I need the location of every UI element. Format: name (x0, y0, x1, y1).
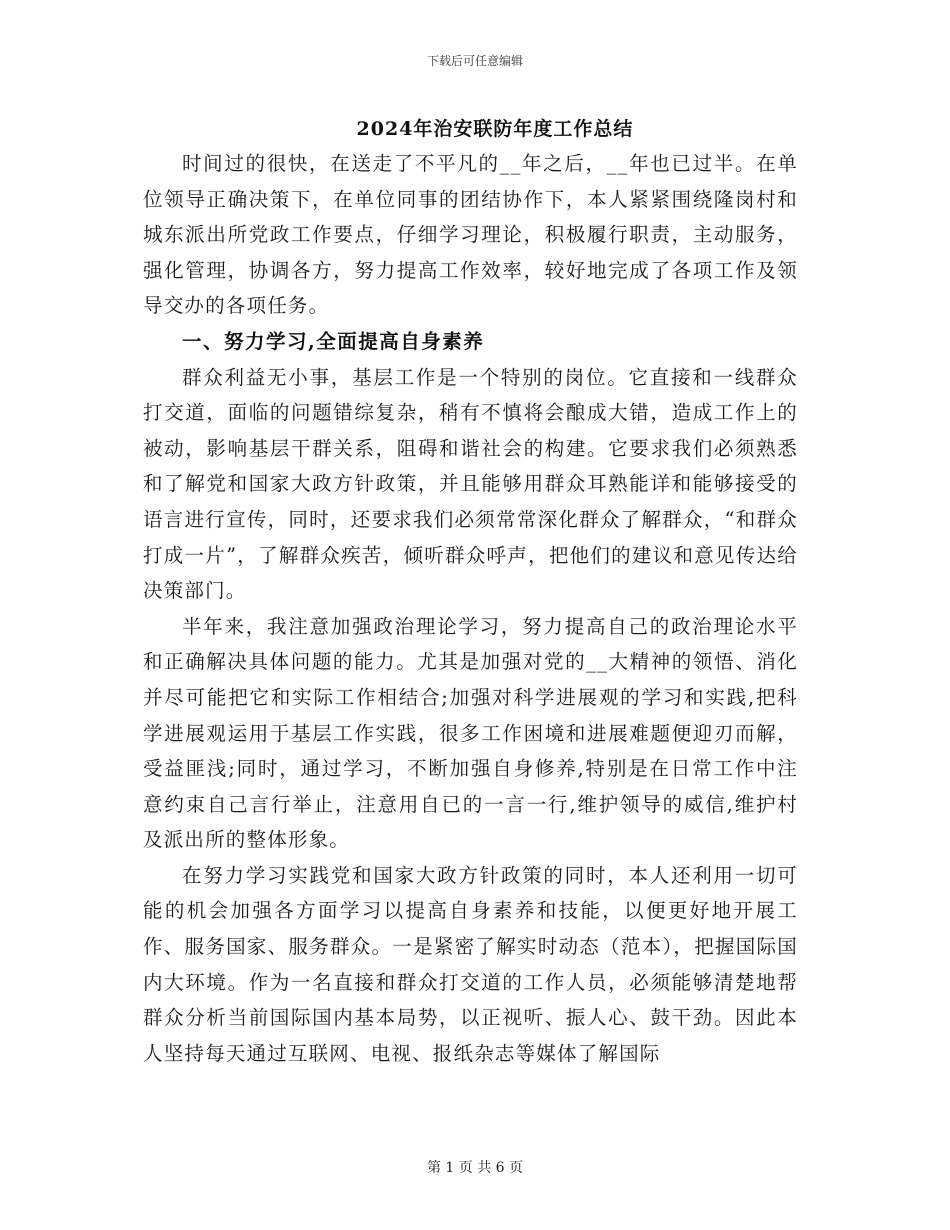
section-heading-1: 一、努力学习,全面提高自身素养 (182, 329, 485, 353)
paragraph-skills-study: 在努力学习实践党和国家大政方针政策的同时，本人还利用一切可能的机会加强各方面学习以提高自身素养和技能，以便更好地开展工作、服务国家、服务群众。一是紧密了解实时动态（范本），把握国际国内大环境。作为一名直接和群众打交道的工作人员，必须能够清楚地帮群众分析当前国际国内基本局势，以正视听、振人心、鼓干劲。因此本人坚持每天通过互联网、电视、报纸杂志等媒体了解国际 (143, 863, 798, 1065)
page-number-footer: 第 1 页 共 6 页 (426, 1160, 524, 1176)
paragraph-grassroots-work: 群众利益无小事，基层工作是一个特别的岗位。它直接和一线群众打交道，面临的问题错综复杂，稍有不慎将会酿成大错，造成工作上的被动，影响基层干群关系，阻碍和谐社会的构建。它要求我们必须熟悉和了解党和国家大政方针政策，并且能够用群众耳熟能详和能够接受的语言进行宣传，同时，还要求我们必须常常深化群众了解群众，“和群众打成一片”，了解群众疾苦，倾听群众呼声，把他们的建议和意见传达给决策部门。 (143, 365, 798, 603)
paragraph-intro: 时间过的很快，在送走了不平凡的__年之后，__年也已过半。在单位领导正确决策下，在单位同事的团结协作下，本人紧紧围绕隆岗村和城东派出所党政工作要点，仔细学习理论，积极履行职责，主动服务，强化管理，协调各方，努力提高工作效率，较好地完成了各项工作及领导交办的各项任务。 (143, 152, 798, 318)
document-title: 2024年治安联防年度工作总结 (356, 118, 634, 140)
paragraph-political-study: 半年来，我注意加强政治理论学习，努力提高自己的政治理论水平和正确解决具体问题的能力。尤其是加强对党的__大精神的领悟、消化并尽可能把它和实际工作相结合;加强对科学进展观的学习和实践,把科学进展观运用于基层工作实践，很多工作困境和进展难题便迎刃而解，受益匪浅;同时，通过学习，不断加强自身修养,特别是在日常工作中注意约束自己言行举止，注意用自已的一言一行,维护领导的威信,维护村及派出所的整体形象。 (143, 614, 798, 852)
header-note: 下载后可任意编辑 (426, 54, 523, 68)
document-body (143, 146, 798, 1071)
